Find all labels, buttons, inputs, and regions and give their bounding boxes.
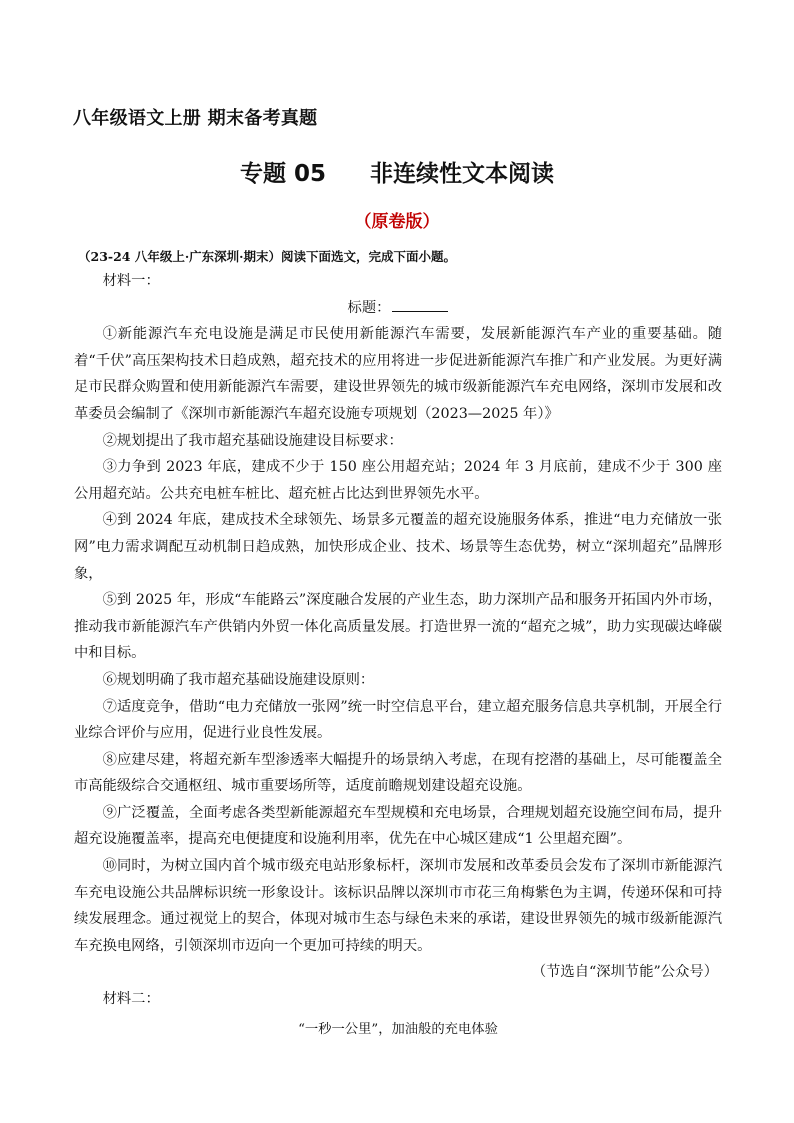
paragraph-3: ③力争到 2023 年底，建成不少于 150 座公用超充站；2024 年 3 月底前，建成不少于 300 座公用超充站。公共充电桩车桩比、超充桩占比达到世界领先水平。	[74, 459, 722, 502]
paragraph-6: ⑥规划明确了我市超充基础设施建设原则：	[102, 671, 375, 688]
question-instruction: （23-24 八年级上·广东深圳·期末）阅读下面选文，完成下面小题。	[78, 249, 457, 264]
series-title: 八年级语文上册 期末备考真题	[73, 108, 318, 129]
paragraph-5: ⑤到 2025 年，形成“车能路云”深度融合发展的产业生态，助力深圳产品和服务开拓国内外市场，推动我市新能源汽车产供销内外贸一体化高质量发展。打造世界一流的“超充之城”，助力实现碳达峰碳中和目标。	[74, 592, 722, 662]
reading-text	[74, 268, 722, 1043]
paragraph-4: ④到 2024 年底，建成技术全球领先、场景多元覆盖的超充设施服务体系，推进“电力充储放一张网”电力需求调配互动机制日趋成熟，加快形成企业、技术、场景等生态优势，树立“深圳超充”品牌形象，	[74, 512, 722, 582]
material1-source: （节选自“深圳节能”公众号）	[531, 964, 718, 981]
topic-heading	[0, 155, 794, 188]
topic-title: 非连续性文本阅读	[370, 161, 554, 187]
paragraph-9: ⑨广泛覆盖，全面考虑各类型新能源超充车型规模和充电场景，合理规划超充设施空间布局，提升超充设施覆盖率，提高充电便捷度和设施利用率，优先在中心城区建成“1 公里超充圈”。	[74, 804, 722, 848]
title-prompt	[74, 295, 722, 322]
title-prompt-label: 标题：	[347, 299, 391, 316]
material2-label: 材料二：	[102, 991, 160, 1008]
title-blank[interactable]	[392, 297, 448, 312]
material1-label: 材料一：	[102, 273, 160, 289]
version-label: （原卷版）	[354, 212, 440, 232]
topic-number: 专题 05	[239, 161, 326, 187]
material2-caption: “一秒一公里”，加油般的充电体验	[298, 1021, 498, 1037]
paragraph-1: ①新能源汽车充电设施是满足市民使用新能源汽车需要，发展新能源汽车产业的重要基础。随着“千伏”高压架构技术日趋成熟，超充技术的应用将进一步促进新能源汽车推广和产业发展。为更好满足市民群众购置和使用新能源汽车需要，建设世界领先的城市级新能源汽车充电网络，深圳市发展和改革委员会编制了《深圳市新能源汽车超充设施专项规划（2023—2025 年）》	[74, 326, 722, 422]
paragraph-10: ⑩同时，为树立国内首个城市级充电站形象标杆，深圳市发展和改革委员会发布了深圳市新能源汽车充电设施公共品牌标识统一形象设计。该标识品牌以深圳市市花三角梅紫色为主调，传递环保和可持续发展理念。通过视觉上的契合，体现对城市生态与绿色未来的承诺，建设世界领先的城市级新能源汽车充换电网络，引领深圳市迈向一个更加可持续的明天。	[74, 858, 722, 954]
paragraph-7: ⑦适度竞争，借助“电力充储放一张网”统一时空信息平台，建立超充服务信息共享机制，开展全行业综合评价与应用，促进行业良性发展。	[74, 698, 722, 742]
paragraph-8: ⑧应建尽建，将超充新车型渗透率大幅提升的场景纳入考虑，在现有挖潜的基础上，尽可能覆盖全市高能级综合交通枢纽、城市重要场所等，适度前瞻规划建设超充设施。	[74, 751, 722, 795]
paragraph-2: ②规划提出了我市超充基础设施建设目标要求：	[102, 432, 403, 449]
